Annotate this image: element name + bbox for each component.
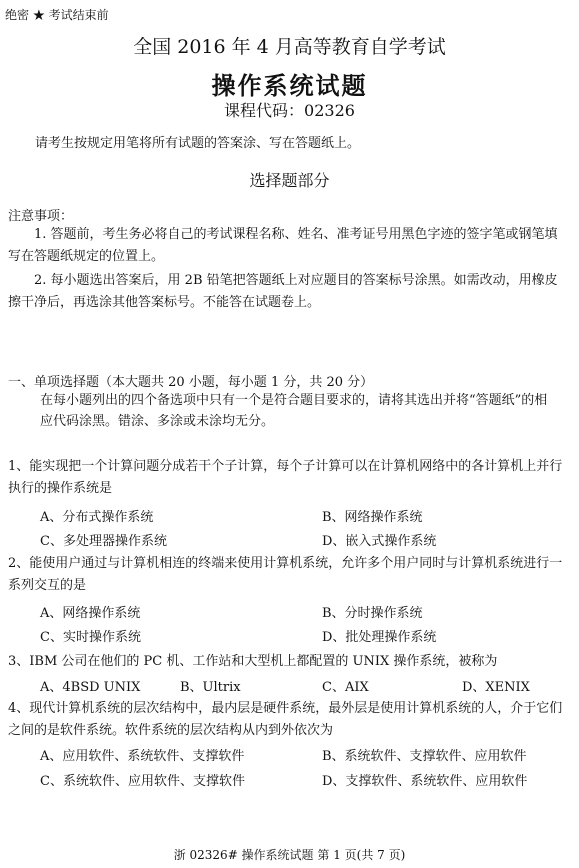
question-1-stem: 1、能实现把一个计算问题分成若干个子计算，每个子计算可以在计算机网络中的各计算机上并行执行的操作系统是 [8,459,563,496]
notes-heading: 注意事项： [8,209,74,224]
note-item-1: 1. 答题前，考生务必将自己的考试课程名称、姓名、准考证号用黑色字迹的签字笔或钢笔填写在答题纸规定的位置上。 [8,227,558,264]
question-4-stem: 4、现代计算机系统的层次结构中，最内层是硬件系统，最外层是使用计算机系统的人，介于它们之间的是软件系统。软件系统的层次结构从内到外依次为 [8,701,563,738]
question-2-option-a: A、网络操作系统 [40,606,141,621]
paper-title: 操作系统试题 [211,71,368,100]
question-2-option-d: D、批处理操作系统 [322,630,437,645]
question-3-option-a: A、4BSD UNIX [40,680,141,695]
question-4-option-b: B、系统软件、支撑软件、应用软件 [322,749,527,764]
note-item-2: 2. 每小题选出答案后，用 2B 铅笔把答题纸上对应题目的答案标号涂黑。如需改动，用橡皮擦干净后，再选涂其他答案标号。不能答在试题卷上。 [8,273,558,310]
question-1-option-c: C、多处理器操作系统 [40,534,167,549]
question-1-option-b: B、网络操作系统 [322,510,423,525]
part-description: 在每小题列出的四个备选项中只有一个是符合题目要求的，请将其选出并将“答题纸”的相应代码涂黑。错涂、多涂或未涂均无分。 [40,393,548,429]
page-footer: 浙 02326# 操作系统试题 第 1 页(共 7 页) [173,848,406,862]
instruction-text: 请考生按规定用笔将所有试题的答案涂、写在答题纸上。 [35,136,361,151]
question-3-stem: 3、IBM 公司在他们的 PC 机、工作站和大型机上都配置的 UNIX 操作系统，被称为 [8,654,498,669]
question-2-option-b: B、分时操作系统 [322,606,423,621]
question-3-option-c: C、AIX [322,680,369,695]
question-1-option-a: A、分布式操作系统 [40,510,154,525]
question-2-stem: 2、能使用户通过与计算机相连的终端来使用计算机系统，允许多个用户同时与计算机系统进行一系列交互的是 [8,556,563,593]
section-title: 选择题部分 [249,171,330,190]
confidential-mark: 绝密 ★ 考试结束前 [5,8,109,22]
question-2-option-c: C、实时操作系统 [40,630,141,645]
part-heading: 一、单项选择题（本大题共 20 小题，每小题 1 分，共 20 分） [8,375,374,390]
question-4-option-c: C、系统软件、应用软件、支撑软件 [40,774,245,789]
question-3-option-d: D、XENIX [462,680,530,695]
question-3-option-b: B、Ultrix [180,680,241,695]
question-1-option-d: D、嵌入式操作系统 [322,534,437,549]
question-4-option-d: D、支撑软件、系统软件、应用软件 [322,774,528,789]
course-code: 课程代码：02326 [224,101,355,120]
question-4-option-a: A、应用软件、系统软件、支撑软件 [40,749,245,764]
exam-title: 全国 2016 年 4 月高等教育自学考试 [133,36,446,58]
